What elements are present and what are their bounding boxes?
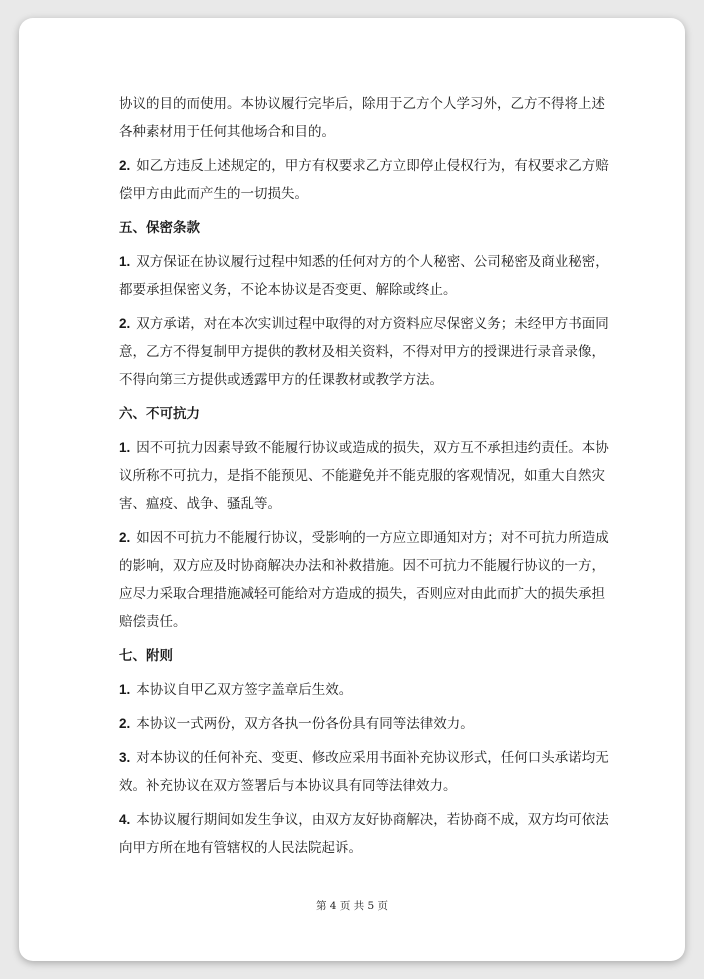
clause-paragraph (119, 90, 609, 146)
section-heading: 六、不可抗力 (119, 406, 200, 422)
clause-number: 2. (119, 158, 131, 173)
clause-number: 1. (119, 254, 131, 269)
section-heading: 七、附则 (119, 648, 173, 664)
clause-paragraph (119, 744, 609, 800)
clause-text: 对本协议的任何补充、变更、修改应采用书面补充协议形式，任何口头承诺均无效。补充协议在双方签署后与本协议具有同等法律效力。 (119, 750, 609, 794)
clause-number: 2. (119, 316, 131, 331)
clause-text: 双方承诺，对在本次实训过程中取得的对方资料应尽保密义务；未经甲方书面同意，乙方不得复制甲方提供的教材及相关资料，不得对甲方的授课进行录音录像，不得向第三方提供或透露甲方的任课教材或教学方法。 (119, 316, 609, 388)
clause-number: 3. (119, 750, 131, 765)
document-body (119, 90, 609, 868)
clause-text: 本协议一式两份，双方各执一份各份具有同等法律效力。 (136, 716, 474, 732)
document-page (19, 18, 685, 961)
clause-paragraph (119, 248, 609, 304)
clause-paragraph (119, 310, 609, 394)
page-footer: 第 4 页 共 5 页 (315, 900, 389, 912)
clause-number: 1. (119, 440, 131, 455)
clause-number: 4. (119, 812, 131, 827)
clause-text: 因不可抗力因素导致不能履行协议或造成的损失，双方互不承担违约责任。本协议所称不可抗力，是指不能预见、不能避免并不能克服的客观情况，如重大自然灾害、瘟疫、战争、骚乱等。 (119, 440, 609, 512)
clause-paragraph (119, 806, 609, 862)
clause-number: 1. (119, 682, 131, 697)
clause-number: 2. (119, 530, 131, 545)
clause-paragraph (119, 524, 609, 636)
section-heading: 五、保密条款 (119, 220, 200, 236)
clause-text: 本协议履行期间如发生争议，由双方友好协商解决，若协商不成，双方均可依法向甲方所在地有管辖权的人民法院起诉。 (119, 812, 609, 856)
clause-text: 双方保证在协议履行过程中知悉的任何对方的个人秘密、公司秘密及商业秘密，都要承担保密义务，不论本协议是否变更、解除或终止。 (119, 254, 609, 298)
clause-paragraph (119, 152, 609, 208)
clause-text: 如乙方违反上述规定的，甲方有权要求乙方立即停止侵权行为，有权要求乙方赔偿甲方由此而产生的一切损失。 (119, 158, 609, 202)
clause-text: 本协议自甲乙双方签字盖章后生效。 (136, 682, 353, 698)
clause-paragraph (119, 710, 609, 738)
clause-paragraph (119, 434, 609, 518)
clause-number: 2. (119, 716, 131, 731)
clause-text: 如因不可抗力不能履行协议，受影响的一方应立即通知对方；对不可抗力所造成的影响，双方应及时协商解决办法和补救措施。因不可抗力不能履行协议的一方，应尽力采取合理措施减轻可能给对方造成的损失，否则应对由此而扩大的损失承担赔偿责任。 (119, 530, 609, 630)
clause-paragraph (119, 676, 609, 704)
clause-text: 协议的目的而使用。本协议履行完毕后，除用于乙方个人学习外，乙方不得将上述各种素材用于任何其他场合和目的。 (119, 96, 605, 140)
